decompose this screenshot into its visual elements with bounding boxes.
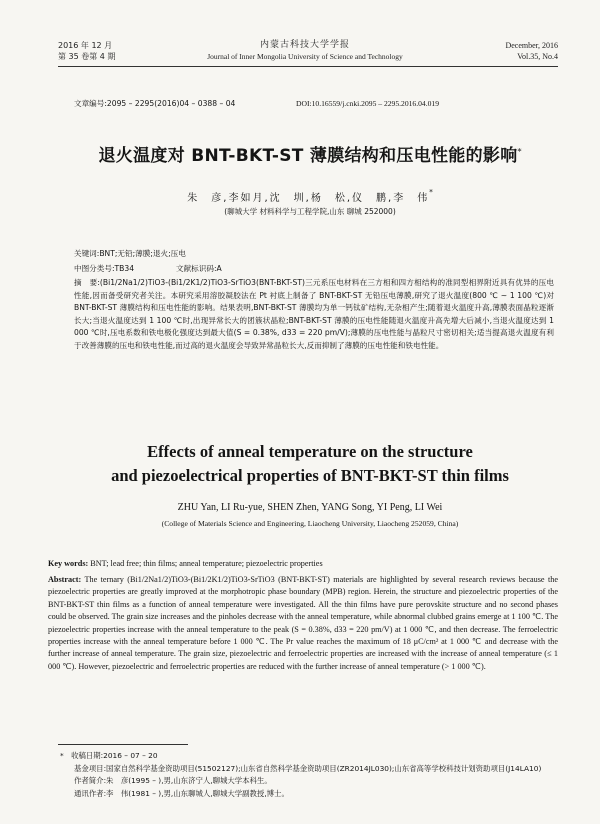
abstract-cn: 摘 要:(Bi1/2Na1/2)TiO3-(Bi1/2K1/2)TiO3-SrTiO3(BNT-BKT-ST)三元系压电材料在三方相和四方相结构的准同型相界附近具有优异的压电性能,因而备受研究者关注。本研究采用溶胶凝胶法在 Pt 衬底上制备了 BNT-BKT-ST 无铅压电薄膜,研究了退火温度(800 ℃ ~ 1 100 ℃)对 BNT-BKT-ST 薄膜结构和压电性能的影响。结果表明,BNT-BKT-ST 薄膜均为单一钙钛矿结构,无杂相产生;随着退火温度升高,薄膜表面晶粒逐渐长大;当退火温度达到 1 100 ℃时,出现异常长大的团簇状晶粒;BNT-BKT-ST 薄膜的压电性能随退火温度升高先增大后减小,当退火温度达到 1 000 ℃时,压电系数和铁电极化强度达到最大值(S = 0.38%, d33 = 220 pm/V);薄膜的压电性能与晶粒尺寸密切相关;适当提高退火温度有利于改善薄膜的压电和铁电性能,而过高的退火温度会导致异常晶粒长大,反而抑制了薄膜的压电性能和铁电性能。 [74,278,554,350]
document-code: 文献标识码:A [176,264,222,273]
title-en-line2: and piezoelectrical properties of BNT-BKT-ST thin films [111,466,509,485]
header-left [58,40,115,62]
affiliation-cn: (聊城大学 材料科学与工程学院,山东 聊城 252000) [224,207,396,216]
journal-name-cn: 内蒙古科技大学学报 [259,40,350,50]
affiliation-en: (College of Materials Science and Engineering, Liaocheng University, Liaocheng 252059, China) [161,519,459,528]
title-cn-wrap [60,141,560,166]
header-right [505,40,558,62]
issue-date: 2016 年 12 月 [58,41,113,50]
keywords-en-label: Key words: [48,559,89,568]
abstract-en: The ternary (Bi1/2Na1/2)TiO3-(Bi1/2K1/2)TiO3-SrTiO3 (BNT-BKT-ST) materials are highlighted by several research reviews because the piezoelectric properties are greatly improved at the morphotropic phase boundary (MPB) region. Herein, the structure and piezoelectric properties of the BNT-BKT-ST thin films as a function of anneal temperature were investigated. All the thin films have pure perovskite structure and no second phases could be observed. The grain size increases and the pinholes decrease with the anneal temperature, while abnormal clubbed grains emerge at 1 100 ℃. The piezoelectric properties increase with the anneal temperature to the peak (S = 0.38%, d33 = 220 pm/V) at 1 000 ℃, and then decrease. The ferroelectric properties increase with the anneal temperature before 1 000 ℃. The Pr value reaches the maximum of 18 μC/cm² at 1 000 ℃ and decrease with the further increase of anneal temperature. The grain size, piezoelectric and ferroelectric properties are increased with the increase of anneal temperature (≤ 1 000 ℃). However, piezoelectric and ferroelectric properties are reduced with the further increase of anneal temperature (> 1 000 ℃). [48,575,558,671]
footnote-received: * 收稿日期:2016 – 07 – 20 [60,751,158,760]
keywords-cn: 关键词:BNT;无铅;薄膜;退火;压电 [74,249,186,258]
abstract-en-label: Abstract: [48,575,82,584]
title-en-line1: Effects of anneal temperature on the structure [147,442,473,461]
authors-en: ZHU Yan, LI Ru-yue, SHEN Zhen, YANG Song, YI Peng, LI Wei [177,502,443,513]
header-center [170,40,440,62]
corresponding-mark: * [429,188,433,197]
footnote-rule [58,744,188,745]
volume-issue-en: Vol.35, No.4 [517,52,558,61]
authors-cn: 朱 彦,李如月,沈 圳,杨 松,仪 鹏,李 伟 [187,193,430,204]
volume-issue-cn: 第 35 卷第 4 期 [58,52,116,61]
title-cn-mark: * [517,147,522,157]
keywords-en-wrap [48,558,558,570]
footnote-corresponding: 通讯作者:李 伟(1981 – ),男,山东聊城人,聊城大学副教授,博士。 [74,788,289,798]
footnote-fund: 基金项目:国家自然科学基金资助项目(51502127);山东省自然科学基金资助项目(ZR2014JL030);山东省高等学校科技计划资助项目(J14LA10) [74,763,542,773]
header-rule [58,66,558,67]
abstract-en-wrap [48,574,558,714]
clc-number: 中图分类号:TB34 [74,264,135,273]
article-number: 文章编号:2095 – 2295(2016)04 – 0388 – 04 [74,99,236,108]
title-cn: 退火温度对 BNT-BKT-ST 薄膜结构和压电性能的影响 [98,146,518,166]
authors-cn-wrap [60,186,560,205]
doi: DOI:10.16559/j.cnki.2095 – 2295.2016.04.019 [296,99,440,108]
keywords-en: BNT; lead free; thin films; anneal temperature; piezoelectric properties [90,559,323,568]
issue-date-en: December, 2016 [505,41,558,50]
footnotes [60,750,556,800]
footnote-author: 作者简介:朱 彦(1995 – ),男,山东济宁人,聊城大学本科生。 [74,776,272,785]
journal-name-en: Journal of Inner Mongolia University of Science and Technology [207,52,403,61]
